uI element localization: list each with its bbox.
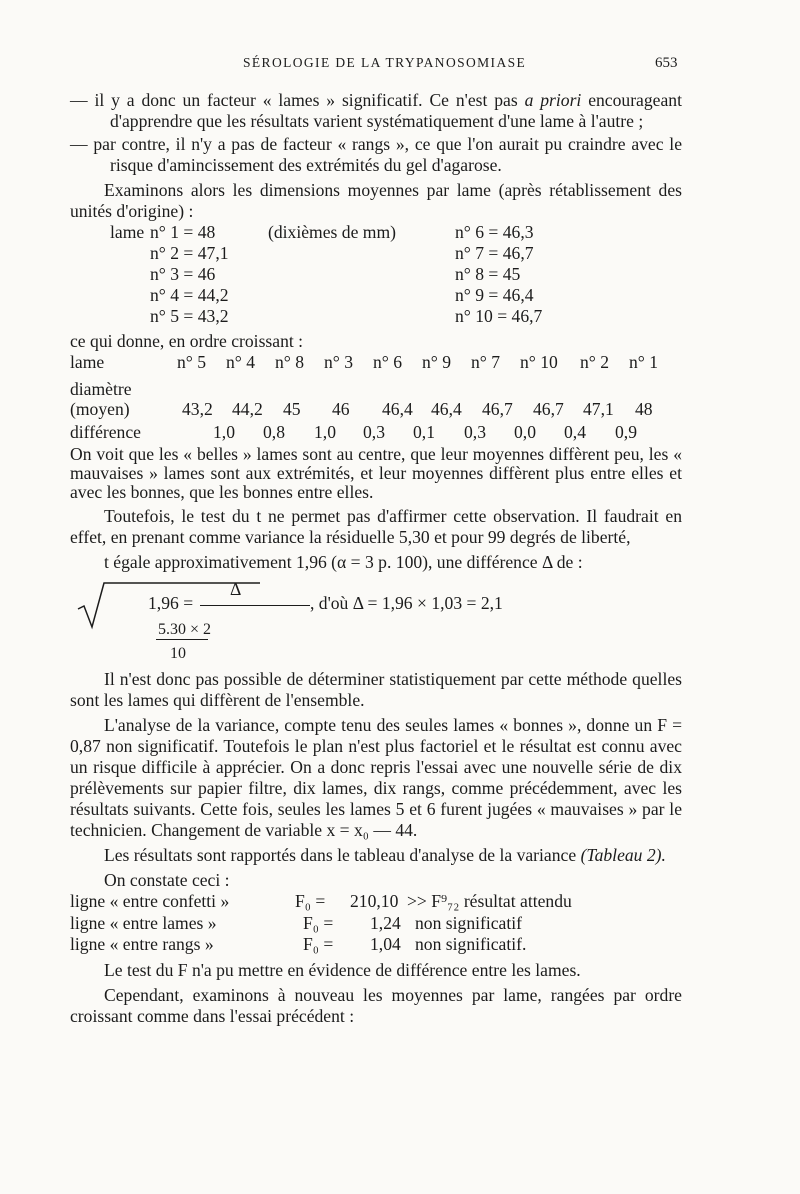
- ordre-diametre: 48: [635, 399, 653, 419]
- ordre-diam-label: (moyen): [70, 399, 130, 419]
- paragraph-t-egale: t égale approximativement 1,96 (α = 3 p. 100), une différence Δ de :: [104, 552, 583, 572]
- lame-value: n° 7 = 46,7: [455, 243, 534, 263]
- ordre-lame: n° 2: [580, 352, 610, 372]
- paragraph-constate: On constate ceci :: [104, 870, 230, 890]
- lame-value: n° 4 = 44,2: [150, 285, 229, 305]
- paragraph-toutefois: Toutefois, le test du t ne permet pas d'affirmer cette observation. Il faudrait en effet, en prenant comme variance la résiduelle 5,30 et pour 99 degrés de liberté,: [70, 506, 682, 547]
- page-number: 653: [655, 55, 678, 71]
- ordre-row-diametres: [70, 399, 682, 422]
- paragraph-cependant: Cependant, examinons à nouveau les moyennes par lame, rangées par ordre croissant comme dans l'essai précédent :: [70, 984, 682, 1026]
- formula-fraction-bar: [200, 605, 310, 606]
- paragraph-il-nest: Il n'est donc pas possible de déterminer statistiquement par cette méthode quelles sont les lames qui diffèrent de l'ensemble.: [70, 669, 682, 710]
- lames-list: [70, 222, 682, 327]
- paragraph-analyse: L'analyse de la variance, compte tenu des seules lames « bonnes », donne un F = 0,87 non significatif. Toutefois le plan n'est plus factoriel et le résultat est connu avec un risque difficile à apprécier. On a donc repris l'essai avec une nouvelle série de dix prélèvements sur papier filtre, dix lames, dix rangs, comme précédemment, avec les résultats suivants. Cette fois, seules les lames 5 et 6 furent jugées « mauvaises » par le technicien. Changement de variable x = x₀ — 44.: [70, 715, 682, 840]
- ordre-diametre: 43,2: [182, 399, 213, 419]
- ordre-difference: 0,8: [263, 422, 285, 442]
- ordre-lame: n° 1: [629, 352, 659, 372]
- lame-value: n° 5 = 43,2: [150, 306, 229, 326]
- running-title: SÉROLOGIE DE LA TRYPANOSOMIASE: [243, 55, 527, 70]
- lames-unit: (dixièmes de mm): [268, 222, 397, 242]
- formula-result: , d'où Δ = 1,96 × 1,03 = 2,1: [310, 593, 503, 613]
- comparaisons-list: [70, 891, 682, 956]
- ordre-lame: n° 6: [373, 352, 403, 372]
- ordre-lame: n° 3: [324, 352, 354, 372]
- lame-value: n° 10 = 46,7: [455, 306, 543, 326]
- formula-delta: [70, 573, 682, 665]
- ordre-diametre: 46,4: [382, 399, 413, 419]
- ordre-lame: n° 10: [520, 352, 558, 372]
- ordre-table: [70, 352, 682, 445]
- ordre-diametre: 46,7: [533, 399, 564, 419]
- formula-lhs: 1,96 =: [148, 593, 194, 613]
- ordre-lame: n° 7: [471, 352, 501, 372]
- ordre-diametre: 45: [283, 399, 301, 419]
- comparaison-row: ligne « entre lames » F₀ = 1,24 non significatif: [70, 912, 523, 933]
- lame-value: n° 3 = 46: [150, 264, 216, 284]
- lame-value: n° 8 = 45: [455, 264, 521, 284]
- ordre-diametre: 46,7: [482, 399, 513, 419]
- ordre-lame: n° 4: [226, 352, 256, 372]
- ordre-difference: 0,1: [413, 422, 435, 442]
- bullet-lames: — il y a donc un facteur « lames » significatif. Ce n'est pas a priori encourageant d'apprendre que les résultats varient systématiquement d'une lame à l'autre ;: [70, 90, 682, 131]
- comparaison-row: ligne « entre rangs » F₀ = 1,04 non significatif.: [70, 934, 527, 954]
- lame-value: n° 1 = 48: [150, 222, 216, 242]
- lame-value: n° 9 = 46,4: [455, 285, 534, 305]
- lames-label: lame: [110, 222, 145, 242]
- ordre-lame: n° 9: [422, 352, 452, 372]
- paragraph-examinons: Examinons alors les dimensions moyennes par lame (après rétablissement des unités d'origine) :: [70, 180, 682, 221]
- formula-numerator: Δ: [230, 579, 242, 599]
- lame-value: n° 6 = 46,3: [455, 222, 534, 242]
- paragraph-ce-qui-donne: ce qui donne, en ordre croissant :: [70, 331, 304, 351]
- paragraph-test-f: Le test du F n'a pu mettre en évidence de différence entre les lames.: [104, 959, 581, 980]
- ordre-diametre: 47,1: [583, 399, 614, 419]
- ordre-difference: 0,9: [615, 422, 637, 442]
- ordre-diff-label: différence: [70, 422, 141, 442]
- ordre-difference: 0,4: [564, 422, 586, 442]
- ordre-row-differences: [70, 422, 682, 445]
- lame-value: n° 2 = 47,1: [150, 243, 229, 263]
- paragraph-resultats: Les résultats sont rapportés dans le tableau d'analyse de la variance (Tableau 2).: [104, 845, 666, 865]
- ordre-difference: 0,0: [514, 422, 536, 442]
- formula-inner-numerator: 5.30 × 2: [158, 621, 212, 638]
- formula-inner-denominator: 10: [170, 645, 186, 662]
- ordre-difference: 0,3: [363, 422, 385, 442]
- body-text: [70, 88, 682, 1027]
- ordre-difference: 0,3: [464, 422, 486, 442]
- ordre-difference: 1,0: [213, 422, 235, 442]
- ordre-difference: 1,0: [314, 422, 336, 442]
- ordre-diametre: 46: [332, 399, 350, 419]
- ordre-diametre: 46,4: [431, 399, 462, 419]
- ordre-lame: n° 8: [275, 352, 305, 372]
- ordre-diam-label: diamètre: [70, 379, 132, 399]
- ordre-diametre: 44,2: [232, 399, 263, 419]
- ordre-lame: n° 5: [177, 352, 207, 372]
- comparaison-row: ligne « entre confetti » F₀ = 210,10 >> F⁹₇₂ résultat attendu: [70, 891, 572, 911]
- paragraph-on-voit: On voit que les « belles » lames sont au centre, que leur moyennes diffèrent peu, les « mauvaises » lames sont aux extrémités, et leur moyennes diffèrent plus entre elles et avec les bonnes, que les bonnes entre elles.: [70, 444, 682, 502]
- formula-inner-fraction-bar: [156, 639, 208, 640]
- bullet-rangs: — par contre, il n'y a pas de facteur « rangs », ce que l'on aurait pu craindre avec le risque d'amincissement des extrémités du gel d'agarose.: [70, 134, 682, 175]
- ordre-row-lames: [70, 352, 682, 375]
- ordre-lame-label: lame: [70, 352, 105, 372]
